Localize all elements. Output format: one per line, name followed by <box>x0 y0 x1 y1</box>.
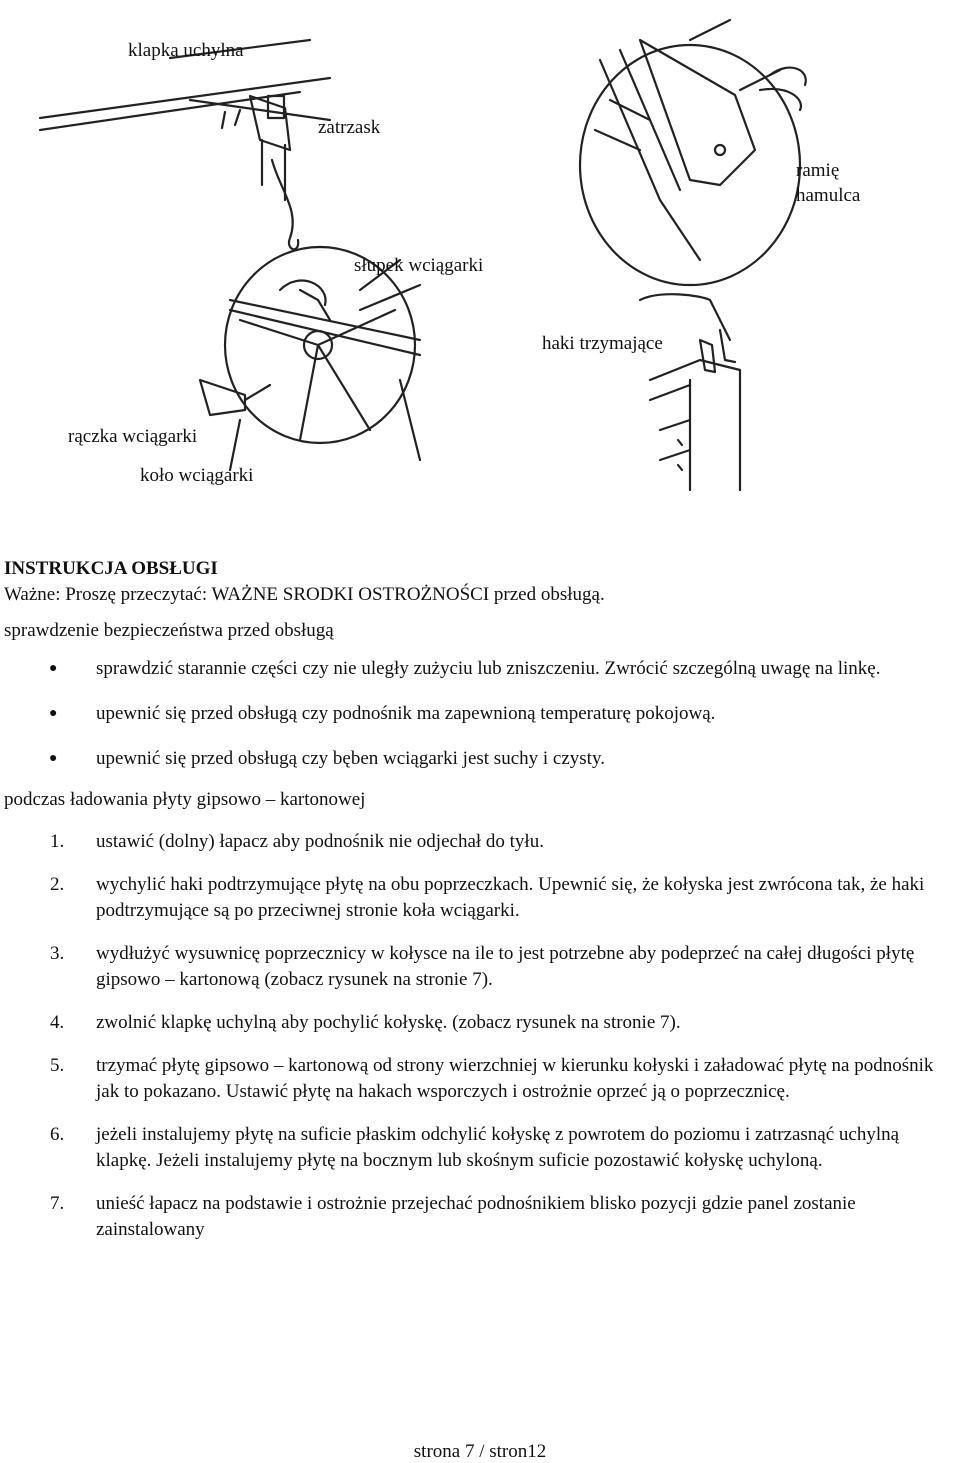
list-item <box>4 701 956 727</box>
instructions-section <box>4 556 956 1260</box>
label-brake-arm: ramię hamulca <box>796 160 861 206</box>
step-number: 5. <box>50 1055 65 1076</box>
bullet-dot-icon: ● <box>49 706 58 721</box>
step-text: trzymać płytę gipsowo – kartonową od strony wierzchniej w kierunku kołyski i załadować płytę na podnośnik jak to pokazano. Ustawić płytę na hakach wsporczych i ostrożnie oprzeć ją o poprzecznicę. <box>96 1055 934 1102</box>
step-text: wydłużyć wysuwnicę poprzecznicy w kołysce na ile to jest potrzebne aby podeprzeć na całej długości płytę gipsowo – kartonową (zobacz rysunek na stronie 7). <box>96 943 915 990</box>
bullet-dot-icon: ● <box>49 751 58 766</box>
list-item <box>4 1053 956 1105</box>
step-number: 2. <box>50 874 65 895</box>
safety-list <box>4 656 956 772</box>
holding-hooks-sketch <box>640 294 740 490</box>
step-number: 4. <box>50 1012 65 1033</box>
loading-steps-list <box>4 829 956 1243</box>
page-footer: strona 7 / stron12 <box>413 1441 547 1462</box>
safety-heading: sprawdzenie bezpieczeństwa przed obsługą <box>4 620 334 641</box>
safety-item-text: upewnić się przed obsługą czy podnośnik ma zapewnioną temperaturę pokojową. <box>96 703 716 724</box>
step-number: 3. <box>50 943 65 964</box>
list-item <box>4 656 956 682</box>
safety-item-text: sprawdzić starannie części czy nie uległy zużyciu lub zniszczeniu. Zwrócić szczególną uwagę na linkę. <box>96 658 881 679</box>
safety-item-text: upewnić się przed obsługą czy bęben wciągarki jest suchy i czysty. <box>96 748 605 769</box>
list-item <box>4 872 956 924</box>
illustration-drawing <box>0 0 960 500</box>
label-holding-hooks: haki trzymające <box>542 333 663 354</box>
label-winch-handle: rączka wciągarki <box>68 426 198 447</box>
list-item <box>4 746 956 772</box>
label-tilt-flap: klapka uchylna <box>128 40 244 61</box>
list-item <box>4 941 956 993</box>
bullet-dot-icon: ● <box>49 661 58 676</box>
step-number: 7. <box>50 1193 65 1214</box>
step-text: jeżeli instalujemy płytę na suficie płaskim odchylić kołyskę z powrotem do poziomu i zatrzasnąć uchylną klapkę. Jeżeli instalujemy płytę na bocznym lub skośnym suficie pozostawić kołyskę uchyloną. <box>96 1124 900 1171</box>
list-item <box>4 829 956 855</box>
list-item <box>4 1010 956 1036</box>
figure-area <box>0 0 960 500</box>
label-winch-wheel: koło wciągarki <box>140 465 254 486</box>
list-item <box>4 1122 956 1174</box>
label-winch-post: słupek wciągarki <box>354 255 484 276</box>
label-latch: zatrzask <box>318 117 381 138</box>
list-item <box>4 1191 956 1243</box>
step-number: 6. <box>50 1124 65 1145</box>
step-text: ustawić (dolny) łapacz aby podnośnik nie odjechał do tyłu. <box>96 831 544 852</box>
brake-arm-wheel-sketch <box>580 20 806 285</box>
tilt-flap-sketch <box>40 40 330 249</box>
step-number: 1. <box>50 831 65 852</box>
step-text: zwolnić klapkę uchylną aby pochylić kołyskę. (zobacz rysunek na stronie 7). <box>96 1012 681 1033</box>
step-text: unieść łapacz na podstawie i ostrożnie przejechać podnośnikiem blisko pozycji gdzie panel zostanie zainstalowany <box>96 1193 856 1240</box>
important-note: Ważne: Proszę przeczytać: WAŻNE SRODKI OSTROŻNOŚCI przed obsługą. <box>4 584 605 605</box>
instructions-title: INSTRUKCJA OBSŁUGI <box>4 558 218 579</box>
step-text: wychylić haki podtrzymujące płytę na obu poprzeczkach. Upewnić się, że kołyska jest zwrócona tak, że haki podtrzymujące są po przeciwnej stronie koła wciągarki. <box>96 874 925 921</box>
loading-heading: podczas ładowania płyty gipsowo – kartonowej <box>4 789 366 810</box>
winch-wheel-sketch <box>200 247 420 470</box>
